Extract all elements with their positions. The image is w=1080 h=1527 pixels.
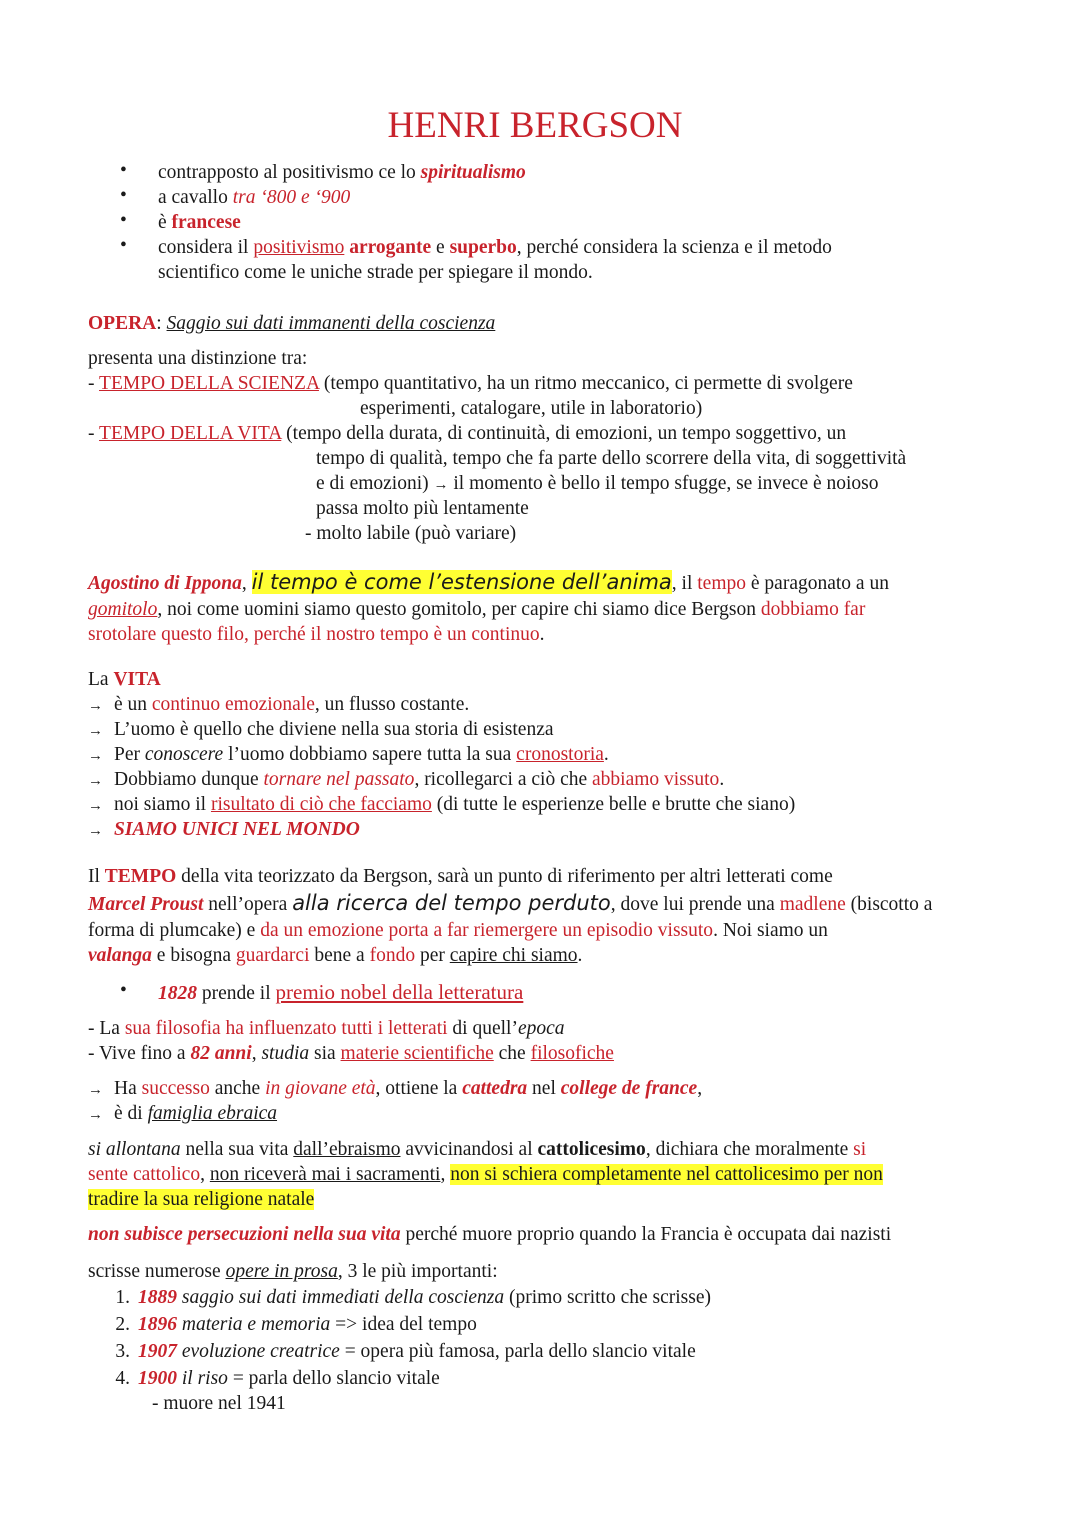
- list-item-continuation: scientifico come le uniche strade per spiegare il mondo.: [158, 262, 593, 283]
- agostino-line-2: gomitolo, noi come uomini siamo questo gomitolo, per capire chi siamo dice Bergson dobbiamo far: [88, 599, 866, 620]
- religione-line-3: tradire la sua religione natale: [88, 1189, 315, 1210]
- work-item: 3. 1907 evoluzione creatrice = opera più famosa, parla dello slancio vitale: [115, 1341, 696, 1362]
- list-item: è francese: [158, 212, 241, 233]
- work-item: 2. 1896 materia e memoria => idea del tempo: [115, 1314, 477, 1335]
- nobel-line: 1828 prende il premio nobel della letteratura: [158, 980, 524, 1004]
- vita-item: → è un continuo emozionale, un flusso costante.: [88, 694, 470, 715]
- persecuzioni-line: non subisce persecuzioni nella sua vita perché muore proprio quando la Francia è occupata dai nazisti: [88, 1224, 892, 1245]
- tempo-vita-cont: passa molto più lentamente: [316, 498, 529, 519]
- work-item: 1. 1889 saggio sui dati immediati della coscienza (primo scritto che scrisse): [115, 1287, 711, 1308]
- tempo-scienza-cont: esperimenti, catalogare, utile in laboratorio): [360, 398, 703, 419]
- list-item: contrapposto al positivismo ce lo spiritualismo: [158, 162, 526, 183]
- tempo-vita-note: - molto labile (può variare): [305, 523, 517, 544]
- religione-line-1: si allontana nella sua vita dall’ebraismo avvicinandosi al cattolicesimo, dichiara che moralmente si: [88, 1139, 867, 1160]
- vita-item: → noi siamo il risultato di ciò che facciamo (di tutte le esperienze belle e brutte che siano): [88, 794, 796, 815]
- tempo-par-line-1: Il TEMPO della vita teorizzato da Bergson, sarà un punto di riferimento per altri letterati come: [88, 866, 833, 887]
- tempo-par-line-2: Marcel Proust nell’opera alla ricerca del tempo perduto, dove lui prende una madlene (biscotto a: [88, 891, 933, 915]
- famiglia-line: → è di famiglia ebraica: [88, 1103, 278, 1124]
- tempo-vita-cont: e di emozioni) → il momento è bello il tempo sfugge, se invece è noioso: [316, 473, 879, 494]
- successo-line: → Ha successo anche in giovane età, ottiene la cattedra nel college de france,: [88, 1078, 703, 1099]
- tempo-vita-cont: tempo di qualità, tempo che fa parte dello scorrere della vita, di soggettività: [316, 448, 907, 469]
- vita-item: → SIAMO UNICI NEL MONDO: [88, 819, 360, 840]
- death-note: - muore nel 1941: [152, 1393, 286, 1414]
- tempo-par-line-4: valanga e bisogna guardarci bene a fondo per capire chi siamo.: [88, 945, 583, 966]
- religione-line-2: sente cattolico, non riceverà mai i sacramenti, non si schiera completamente nel cattolicesimo per non: [88, 1164, 883, 1185]
- opera-heading: OPERA: Saggio sui dati immanenti della coscienza: [88, 313, 496, 334]
- agostino-line-3: srotolare questo filo, perché il nostro tempo è un continuo.: [88, 624, 545, 645]
- tempo-par-line-3: forma di plumcake) e da un emozione porta a far riemergere un episodio vissuto. Noi siamo un: [88, 920, 828, 941]
- opere-intro: scrisse numerose opere in prosa, 3 le più importanti:: [88, 1261, 498, 1282]
- list-item: a cavallo tra ‘800 e ‘900: [158, 187, 351, 208]
- tempo-vita-line: - TEMPO DELLA VITA (tempo della durata, di continuità, di emozioni, un tempo soggettivo, un: [88, 423, 847, 444]
- tempo-scienza-line: - TEMPO DELLA SCIENZA (tempo quantitativo, ha un ritmo meccanico, ci permette di svolgere: [88, 373, 853, 394]
- distinction-intro: presenta una distinzione tra:: [88, 348, 308, 369]
- agostino-line-1: Agostino di Ippona, il tempo è come l’estensione dell’anima, il tempo è paragonato a un: [88, 570, 889, 594]
- vita-item: → Per conoscere l’uomo dobbiamo sapere tutta la sua cronostoria.: [88, 744, 609, 765]
- vita-item: → Dobbiamo dunque tornare nel passato, ricollegarci a ciò che abbiamo vissuto.: [88, 769, 725, 790]
- vita-heading: La VITA: [88, 669, 161, 690]
- work-item: 4. 1900 il riso = parla dello slancio vitale: [115, 1368, 440, 1389]
- page-title: HENRI BERGSON: [387, 105, 683, 146]
- vita-item: → L’uomo è quello che diviene nella sua storia di esistenza: [88, 719, 554, 740]
- list-item: considera il positivismo arrogante e superbo, perché considera la scienza e il metodo: [158, 237, 832, 258]
- vive-line: - Vive fino a 82 anni, studia sia materie scientifiche che filosofiche: [88, 1043, 614, 1064]
- filosofia-line: - La sua filosofia ha influenzato tutti i letterati di quell’epoca: [88, 1018, 565, 1039]
